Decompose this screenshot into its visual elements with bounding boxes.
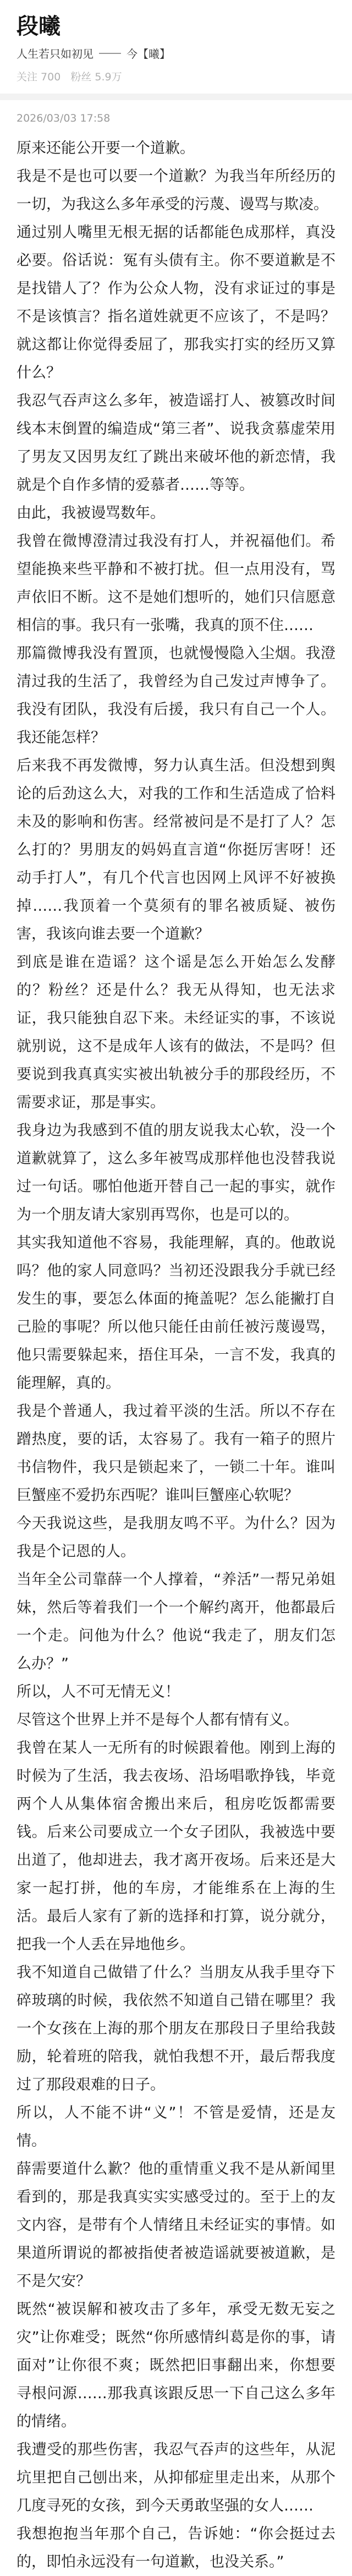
post-paragraph: 尽管这个世界上并不是每个人都有情有义。 [16,1711,299,1729]
post-content [0,134,352,2576]
profile-name[interactable]: 段曦 [16,14,61,39]
followers-count[interactable]: 粉丝 5.9万 [70,71,122,83]
post-paragraph: 所以，人不可无情无义！ [16,1683,180,1700]
post-paragraph: 我曾在某人一无所有的时候跟着他。刚到上海的时候为了生活，我去夜场、沿场唱歌挣钱，毕竟两个人从集体宿舍搬出来后，租房吃饭都需要钱。后来公司要成立一个女子团队，我被选中要出道了，他却进去，我才离开夜场。后来还是大家一起打拼，他的车房，才能维系在上海的生活。最后人家有了新的选择和打算，说分就分，把我一个人丢在异地他乡。 [16,1740,336,1953]
post-paragraph: 那篇微博我没有置顶，也就慢慢隐入尘烟。我澄清过我的生活了，我曾经为自己发过声博争了。我没有团队，我没有后援，我只有自己一个人。我还能怎样？ [16,645,336,746]
profile-bio [16,45,336,61]
post-timestamp: 2026/03/03 17:58 [16,112,111,124]
post-paragraph: 到底是谁在造谣？这个谣是怎么开始怎么发酵的？粉丝？还是什么？我无从得知，也无法求证，我只能独自忍下来。未经证实的事，不该说就别说，这不是成年人该有的做法，不是吗？但要说到我真真实实被出轨被分手的那段经历，不需要求证，那是事实。 [16,954,336,1111]
post-paragraph: 我曾在微博澄清过我没有打人，并祝福他们。希望能换来些平静和不被打扰。但一点用没有，骂声依旧不断。这不是她们想听的，她们只信愿意相信的事。我只有一张嘴，我真的顶不住…… [16,533,336,634]
profile-stats [16,69,336,84]
post-paragraph: 我忍气吞声这么多年，被造谣打人、被篡改时间线本末倒置的编造成“第三者”、说我贪慕虚荣用了男友又因男友红了跳出来破坏他的新恋情，我就是个自作多情的爱慕者……等等。 [16,392,336,494]
post-paragraph: 其实我知道他不容易，我能理解，真的。他敢说吗？他的家人同意吗？当初还没跟我分手就已经发生的事，要怎么体面的掩盖呢？怎么能撇打自己脸的事呢？所以他只能任由前任被污蔑谩骂，他只需要躲起来，捂住耳朵，一言不发，我真的能理解，真的。 [16,1234,336,1392]
following-count[interactable]: 关注 700 [16,71,61,83]
post-paragraph: 后来我不再发微博，努力认真生活。但没想到舆论的后劲这么大，对我的工作和生活造成了恰料未及的影响和伤害。经常被问是不是打了人？怎么打的？男朋友的妈妈直言道“你挺厉害呀！还动手打人”，有几个代言也因网上风评不好被换掉……我顶着一个莫须有的罪名被质疑、被伤害，我该向谁去要一个道歉？ [16,757,336,943]
profile-header [0,0,352,94]
section-divider [0,94,352,100]
post-paragraph: 我想抱抱当年那个自己，告诉她：“你会挺过去的，即怕永远没有一句道歉，也没关系。” [16,2525,336,2570]
bio-suffix: 今【曦】 [127,47,170,61]
post-paragraph: 由此，我被谩骂数年。 [16,505,165,522]
post-paragraph: 我遭受的那些伤害，我忍气吞声的这些年，从泥坑里把自己刨出来，从抑郁症里走出来，从那个几度寻死的女孩，到今天勇敢坚强的女人…… [16,2441,336,2514]
post-paragraph: 原来还能公开要一个道歉。 [16,140,195,157]
post-paragraph: 通过别人嘴里无根无据的话都能色成那样，真没必要。俗话说：冤有头债有主。你不要道歉是不是找错人了？作为公众人物，没有求证过的事是不是该慎言？指名道姓就更不应该了，不是吗？就这都让你觉得委屈了，那我实打实的经历又算什么？ [16,224,336,381]
bio-dash [99,53,121,54]
post-paragraph: 薛需要道什么歉？他的重情重义我不是从新闻里看到的，那是我真实实实感受过的。至于上的友文内容，是带有个人情绪且未经证实的事情。如果道所谓说的都被指使者被造谣就要被道歉，是不是欠安？ [16,2161,336,2290]
post-paragraph: 我是个普通人，我过着平淡的生活。所以不存在蹭热度，要的话，太容易了。我有一箱子的照片书信物件，我只是锁起来了，一锁二十年。谁叫巨蟹座不爱扔东西呢？谁叫巨蟹座心软呢？ [16,1403,336,1504]
post-paragraph: 当年全公司靠薛一个人撑着，“养活”一帮兄弟姐妹，然后等着我们一个一个解约离开，他都最后一个走。问他为什么？他说“我走了，朋友们怎么办？” [16,1571,336,1672]
bio-prefix: 人生若只如初见 [16,47,94,61]
post-paragraph: 我是不是也可以要一个道歉？为我当年所经历的一切，为我这么多年承受的污蔑、谩骂与欺凌。 [16,168,336,213]
post-paragraph: 所以，人不能不讲“义”！不管是爱情，还是友情。 [16,2104,336,2150]
post-paragraph: 我不知道自己做错了什么？当朋友从我手里夺下碎玻璃的时候，我依然不知道自己错在哪里？我一个女孩在上海的那个朋友在那段日子里给我鼓励，轮着班的陪我，就怕我想不开，最后帮我度过了那段艰难的日子。 [16,1964,336,2093]
post-paragraph: 今天我说这些，是我朋友鸣不平。为什么？因为我是个记恩的人。 [16,1515,336,1560]
post-paragraph: 我身边为我感到不值的朋友说我太心软，没一个道歉就算了，这么多年被骂成那样他也没替我说过一句话。哪怕他逝开替自己一起的事实，就作为一个朋友请大家别再骂你，也是可以的。 [16,1122,336,1223]
post-paragraph: 既然“被误解和被攻击了多年，承受无数无妄之灾”让你难受；既然“你所感情纠葛是你的事，请面对”让你很不爽；既然把旧事翻出来，你想要寻根问源……那我真该跟反思一下自己这么多年的情绪。 [16,2301,336,2430]
